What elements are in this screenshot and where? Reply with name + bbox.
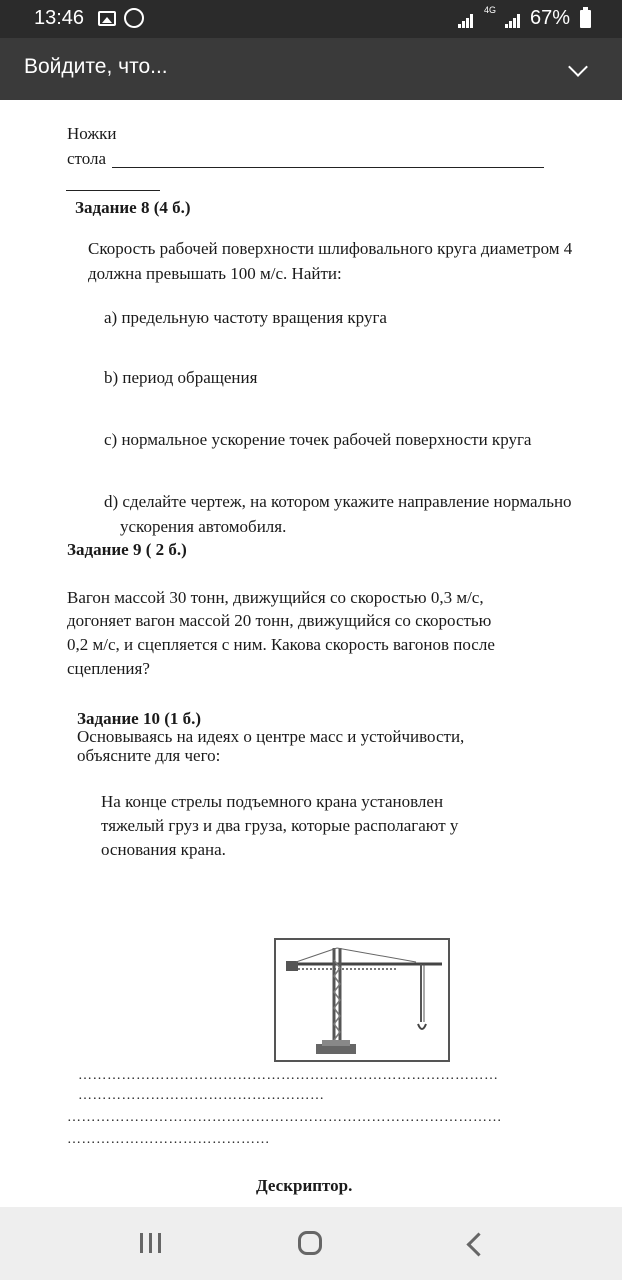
whatsapp-icon [124, 8, 144, 28]
answer-underline [112, 167, 544, 168]
descriptor-heading: Дескриптор. [256, 1176, 353, 1195]
answer-dots-2: …………………………………………… [78, 1088, 325, 1103]
network-type: 4G [484, 5, 497, 15]
app-bar-title[interactable]: Войдите, что... [24, 55, 168, 78]
task10-intro: Основываясь на идеях о центре масс и устойчивости, [77, 727, 465, 746]
task8-item-d: d) сделайте чертеж, на котором укажите направление нормально [104, 492, 572, 511]
task8-text: Скорость рабочей поверхности шлифовального круга диаметром 4 [88, 239, 573, 258]
task8-item-d-2: ускорения автомобиля. [120, 517, 287, 536]
task10-question-3: основания крана. [101, 840, 226, 859]
task9-text-4: сцепления? [67, 659, 150, 678]
task9-text-2: догоняет вагон массой 20 тонн, движущийся со скоростью [67, 611, 492, 630]
signal-icon [458, 10, 474, 28]
task9-text: Вагон массой 30 тонн, движущийся со скоростью 0,3 м/с, [67, 588, 484, 607]
back-icon[interactable] [466, 1232, 490, 1256]
task8-text-2: должна превышать 100 м/с. Найти: [88, 264, 342, 283]
status-bar [0, 0, 622, 38]
task9-title: Задание 9 ( 2 б.) [67, 540, 187, 559]
battery-icon [580, 10, 591, 28]
app-bar [0, 38, 622, 100]
navigation-bar [0, 1207, 622, 1280]
answer-underline-2 [66, 190, 160, 191]
task10-question-2: тяжелый груз и два груза, которые располагают у [101, 816, 459, 835]
answer-dots-3: ……………………………………………………………………………… [67, 1110, 502, 1125]
task8-title: Задание 8 (4 б.) [75, 198, 191, 217]
table-legs-label: Ножки [67, 124, 117, 143]
battery-percent: 67% [530, 7, 571, 29]
table-legs-label-2: стола [67, 149, 107, 168]
answer-dots: …………………………………………………………………………… [78, 1068, 499, 1083]
chevron-down-icon[interactable] [568, 57, 588, 77]
gallery-icon [98, 11, 116, 26]
signal-icon-2 [505, 10, 521, 28]
task8-item-a: а) предельную частоту вращения круга [104, 308, 387, 327]
status-time: 13:46 [34, 7, 85, 29]
crane-illustration [274, 938, 450, 1062]
task10-question: На конце стрелы подъемного крана установлен [101, 792, 444, 811]
task9-text-3: 0,2 м/с, и сцепляется с ним. Какова скорость вагонов после [67, 635, 495, 654]
task8-item-b: b) период обращения [104, 368, 258, 387]
task8-item-c: c) нормальное ускорение точек рабочей поверхности круга [104, 430, 532, 449]
home-icon[interactable] [298, 1231, 322, 1255]
recent-apps-icon[interactable] [140, 1233, 167, 1258]
answer-dots-4: …………………………………… [67, 1132, 270, 1147]
task10-intro-2: объясните для чего: [77, 746, 221, 765]
task10-title: Задание 10 (1 б.) [77, 709, 202, 728]
